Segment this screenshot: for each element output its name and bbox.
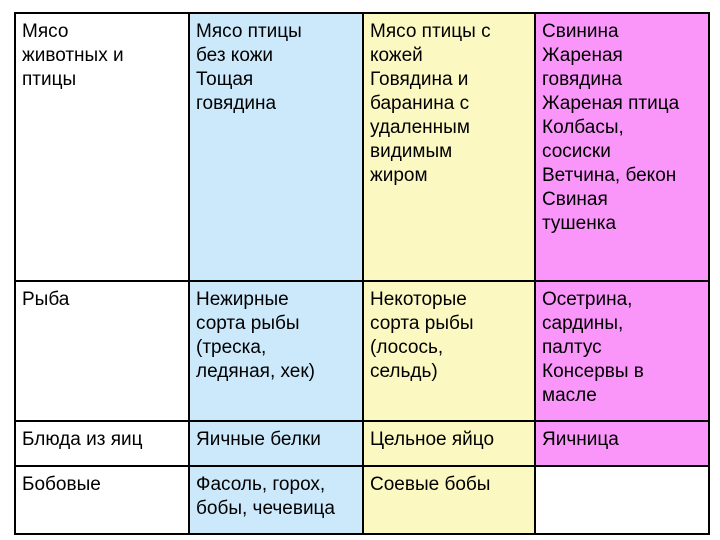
- cell-category: Блюда из яиц: [15, 421, 189, 466]
- cell-medium-fat: Соевые бобы: [363, 466, 535, 534]
- cell-category: Бобовые: [15, 466, 189, 534]
- cell-high-fat: Свинина Жареная говядина Жареная птица Колбасы, сосиски Ветчина, бекон Свиная тушенка: [535, 13, 709, 281]
- table-row-eggs: [15, 421, 709, 466]
- cell-high-fat: [535, 466, 709, 534]
- cell-medium-fat: Некоторые сорта рыбы (лосось, сельдь): [363, 281, 535, 421]
- table-row-fish: [15, 281, 709, 421]
- cell-low-fat: Нежирные сорта рыбы (треска, ледяная, хек): [189, 281, 363, 421]
- cell-high-fat: Яичница: [535, 421, 709, 466]
- food-category-table: [14, 12, 710, 535]
- cell-medium-fat: Цельное яйцо: [363, 421, 535, 466]
- table-row-meat: [15, 13, 709, 281]
- cell-medium-fat: Мясо птицы с кожей Говядина и баранина с удаленным видимым жиром: [363, 13, 535, 281]
- cell-category: Мясо животных и птицы: [15, 13, 189, 281]
- cell-category: Рыба: [15, 281, 189, 421]
- cell-low-fat: Фасоль, горох, бобы, чечевица: [189, 466, 363, 534]
- cell-low-fat: Мясо птицы без кожи Тощая говядина: [189, 13, 363, 281]
- table-row-legumes: [15, 466, 709, 534]
- cell-low-fat: Яичные белки: [189, 421, 363, 466]
- cell-high-fat: Осетрина, сардины, палтус Консервы в масле: [535, 281, 709, 421]
